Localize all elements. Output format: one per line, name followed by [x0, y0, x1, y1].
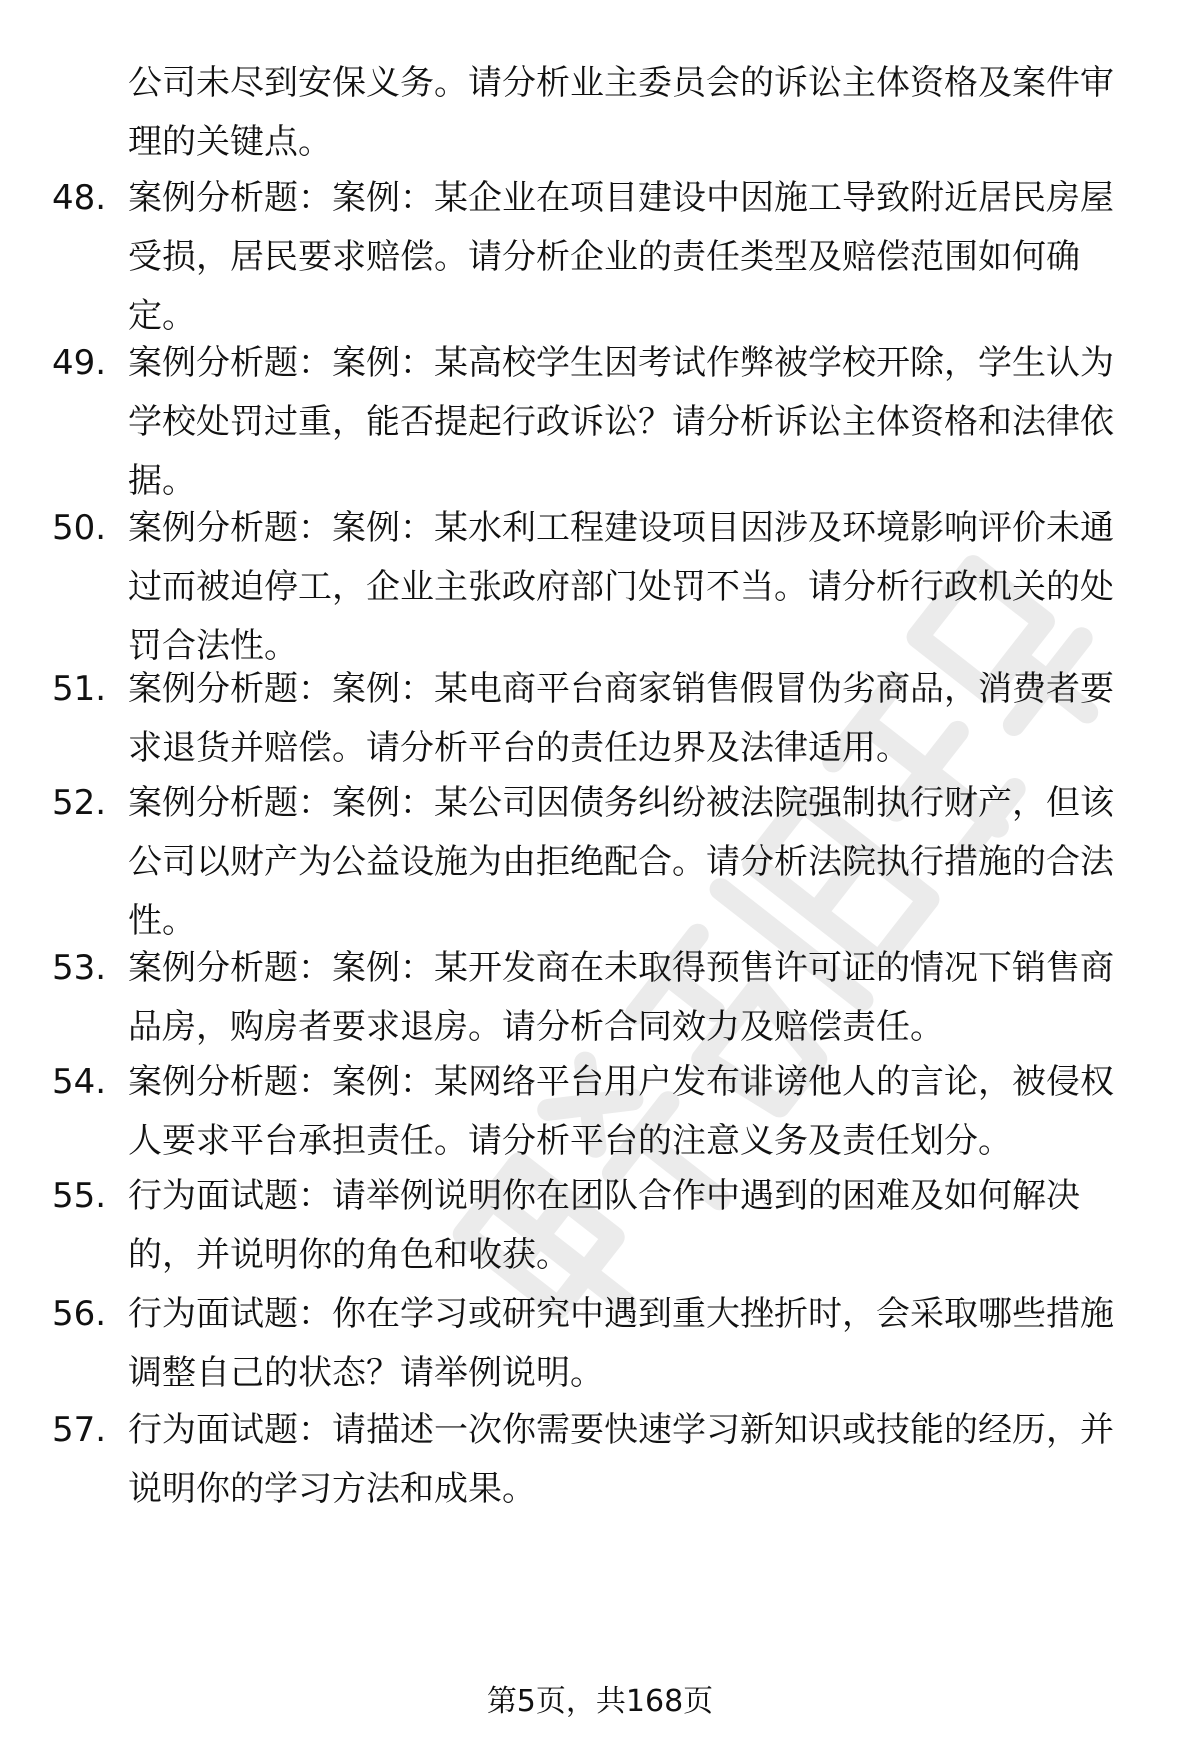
question-number: 55. — [52, 1176, 107, 1216]
question-text: 案例分析题：案例：某公司因债务纠纷被法院强制执行财产，但该公司以财产为公益设施为由拒绝配合。请分析法院执行措施的合法性。 — [128, 783, 1114, 941]
question-number: 48. — [52, 178, 107, 218]
question-text: 行为面试题：请举例说明你在团队合作中遇到的困难及如何解决的，并说明你的角色和收获。 — [128, 1176, 1080, 1275]
question-number: 52. — [52, 783, 107, 823]
question-item — [52, 169, 1138, 346]
question-number: 50. — [52, 508, 107, 548]
continuation-paragraph: 公司未尽到安保义务。请分析业主委员会的诉讼主体资格及案件审理的关键点。 — [128, 63, 1114, 162]
question-text: 案例分析题：案例：某开发商在未取得预售许可证的情况下销售商品房，购房者要求退房。请分析合同效力及赔偿责任。 — [128, 948, 1114, 1047]
question-number: 54. — [52, 1062, 107, 1102]
page-footer: 第5页，共168页 — [486, 1684, 714, 1719]
question-item — [52, 1167, 1138, 1285]
question-number: 56. — [52, 1294, 107, 1334]
question-text: 案例分析题：案例：某网络平台用户发布诽谤他人的言论，被侵权人要求平台承担责任。请分析平台的注意义务及责任划分。 — [128, 1062, 1114, 1161]
question-text: 案例分析题：案例：某水利工程建设项目因涉及环境影响评价未通过而被迫停工，企业主张政府部门处罚不当。请分析行政机关的处罚合法性。 — [128, 508, 1114, 666]
question-number: 53. — [52, 948, 107, 988]
question-text: 案例分析题：案例：某电商平台商家销售假冒伪劣商品，消费者要求退货并赔偿。请分析平台的责任边界及法律适用。 — [128, 669, 1114, 768]
question-item — [52, 1053, 1138, 1171]
question-item — [52, 774, 1138, 951]
question-item — [52, 660, 1138, 778]
question-item — [52, 499, 1138, 676]
question-item — [52, 334, 1138, 511]
question-item — [52, 1285, 1138, 1403]
question-number: 49. — [52, 343, 107, 383]
question-item — [52, 939, 1138, 1057]
question-text: 行为面试题：请描述一次你需要快速学习新知识或技能的经历，并说明你的学习方法和成果。 — [128, 1410, 1114, 1509]
question-number: 51. — [52, 669, 107, 709]
question-text: 行为面试题：你在学习或研究中遇到重大挫折时，会采取哪些措施调整自己的状态？请举例说明。 — [128, 1294, 1114, 1393]
question-item — [52, 1401, 1138, 1519]
question-text: 案例分析题：案例：某企业在项目建设中因施工导致附近居民房屋受损，居民要求赔偿。请分析企业的责任类型及赔偿范围如何确定。 — [128, 178, 1114, 336]
question-number: 57. — [52, 1410, 107, 1450]
question-text: 案例分析题：案例：某高校学生因考试作弊被学校开除，学生认为学校处罚过重，能否提起行政诉讼？请分析诉讼主体资格和法律依据。 — [128, 343, 1114, 501]
